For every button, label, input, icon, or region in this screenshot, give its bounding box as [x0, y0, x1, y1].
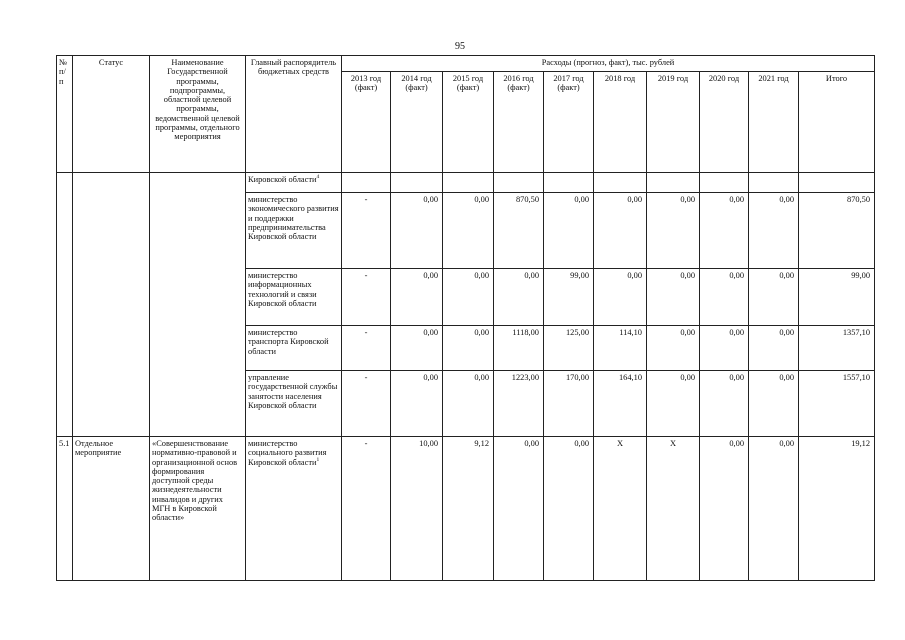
value-cell: 0,00 [647, 326, 700, 371]
header-year: 2021 год [749, 72, 799, 173]
value-cell: 0,00 [443, 326, 494, 371]
cell-num-empty [57, 173, 73, 437]
value-cell: 0,00 [391, 326, 443, 371]
footnote-marker: 4 [316, 174, 320, 181]
header-year: 2018 год [594, 72, 647, 173]
value-cell: 0,00 [749, 437, 799, 581]
value-cell: 0,00 [544, 437, 594, 581]
value-cell: 0,00 [647, 193, 700, 269]
value-cell: - [342, 269, 391, 326]
value-cell: 0,00 [443, 269, 494, 326]
header-expenses: Расходы (прогноз, факт), тыс. рублей [342, 56, 875, 72]
manager-cell: министерство информационных технологий и связи Кировской области [246, 269, 342, 326]
value-cell: 0,00 [443, 193, 494, 269]
section-num: 5.1 [57, 437, 73, 581]
value-cell: 99,00 [544, 269, 594, 326]
footnote-marker: 1 [316, 456, 320, 463]
value-cell: 0,00 [443, 371, 494, 437]
total-cell: 1357,10 [799, 326, 875, 371]
value-cell: 9,12 [443, 437, 494, 581]
value-cell: 0,00 [647, 269, 700, 326]
header-year: 2015 год (факт) [443, 72, 494, 173]
value-cell: - [342, 326, 391, 371]
value-cell: 0,00 [494, 269, 544, 326]
value-cell: 164,10 [594, 371, 647, 437]
manager-cell: министерство транспорта Кировской области [246, 326, 342, 371]
value-cell: 0,00 [749, 326, 799, 371]
total-cell: 19,12 [799, 437, 875, 581]
value-cell: 0,00 [700, 371, 749, 437]
value-cell: 0,00 [594, 193, 647, 269]
header-year: 2013 год (факт) [342, 72, 391, 173]
header-year: 2020 год [700, 72, 749, 173]
value-cell: 10,00 [391, 437, 443, 581]
total-cell: 870,50 [799, 193, 875, 269]
value-cell: 1118,00 [494, 326, 544, 371]
value-cell: 0,00 [391, 269, 443, 326]
manager-cell: управление государственной службы занятости населения Кировской области [246, 371, 342, 437]
header-year: 2016 год (факт) [494, 72, 544, 173]
header-total: Итого [799, 72, 875, 173]
header-year: 2019 год [647, 72, 700, 173]
value-cell: - [342, 437, 391, 581]
cell-name-empty [150, 173, 246, 437]
value-cell: 0,00 [749, 371, 799, 437]
value-cell: 0,00 [700, 326, 749, 371]
section-manager: министерство социального развития Кировской области$^1$ [246, 437, 342, 581]
value-cell: - [342, 371, 391, 437]
value-cell: 0,00 [700, 269, 749, 326]
value-cell: 1223,00 [494, 371, 544, 437]
value-cell: 170,00 [544, 371, 594, 437]
value-cell: Х [647, 437, 700, 581]
value-cell: 114,10 [594, 326, 647, 371]
value-cell: 0,00 [749, 193, 799, 269]
page-number: 95 [455, 41, 465, 52]
value-cell: 870,50 [494, 193, 544, 269]
total-cell: 99,00 [799, 269, 875, 326]
value-cell: 0,00 [391, 193, 443, 269]
section-name: «Совершенствование нормативно-правовой и организационной основ формирования доступной среды жизнедеятельности инвалидов и других МГН в Кировской области» [150, 437, 246, 581]
total-cell: 1557,10 [799, 371, 875, 437]
value-cell: 0,00 [544, 193, 594, 269]
section-status: Отдельное мероприятие [73, 437, 150, 581]
header-year: 2017 год (факт) [544, 72, 594, 173]
value-cell: 0,00 [391, 371, 443, 437]
table-row-section [57, 437, 875, 581]
value-cell: 0,00 [700, 437, 749, 581]
value-cell: 0,00 [700, 193, 749, 269]
manager-cell: министерство экономического развития и поддержки предпринимательства Кировской области [246, 193, 342, 269]
header-manager: Главный распорядитель бюджетных средств [246, 56, 342, 173]
value-cell: 0,00 [647, 371, 700, 437]
value-cell: - [342, 193, 391, 269]
header-name: Наименование Государственной программы, подпрограммы, областной целевой программы, ведомственной целевой программы, отдельного мероприятия [150, 56, 246, 173]
cell-status-empty [73, 173, 150, 437]
manager-continuation: Кировской области$^4$ [246, 173, 342, 193]
value-cell: 125,00 [544, 326, 594, 371]
budget-table [56, 55, 875, 581]
value-cell: 0,00 [749, 269, 799, 326]
value-cell: Х [594, 437, 647, 581]
header-num: № п/п [57, 56, 73, 173]
value-cell: 0,00 [594, 269, 647, 326]
header-year: 2014 год (факт) [391, 72, 443, 173]
header-status: Статус [73, 56, 150, 173]
value-cell: 0,00 [494, 437, 544, 581]
